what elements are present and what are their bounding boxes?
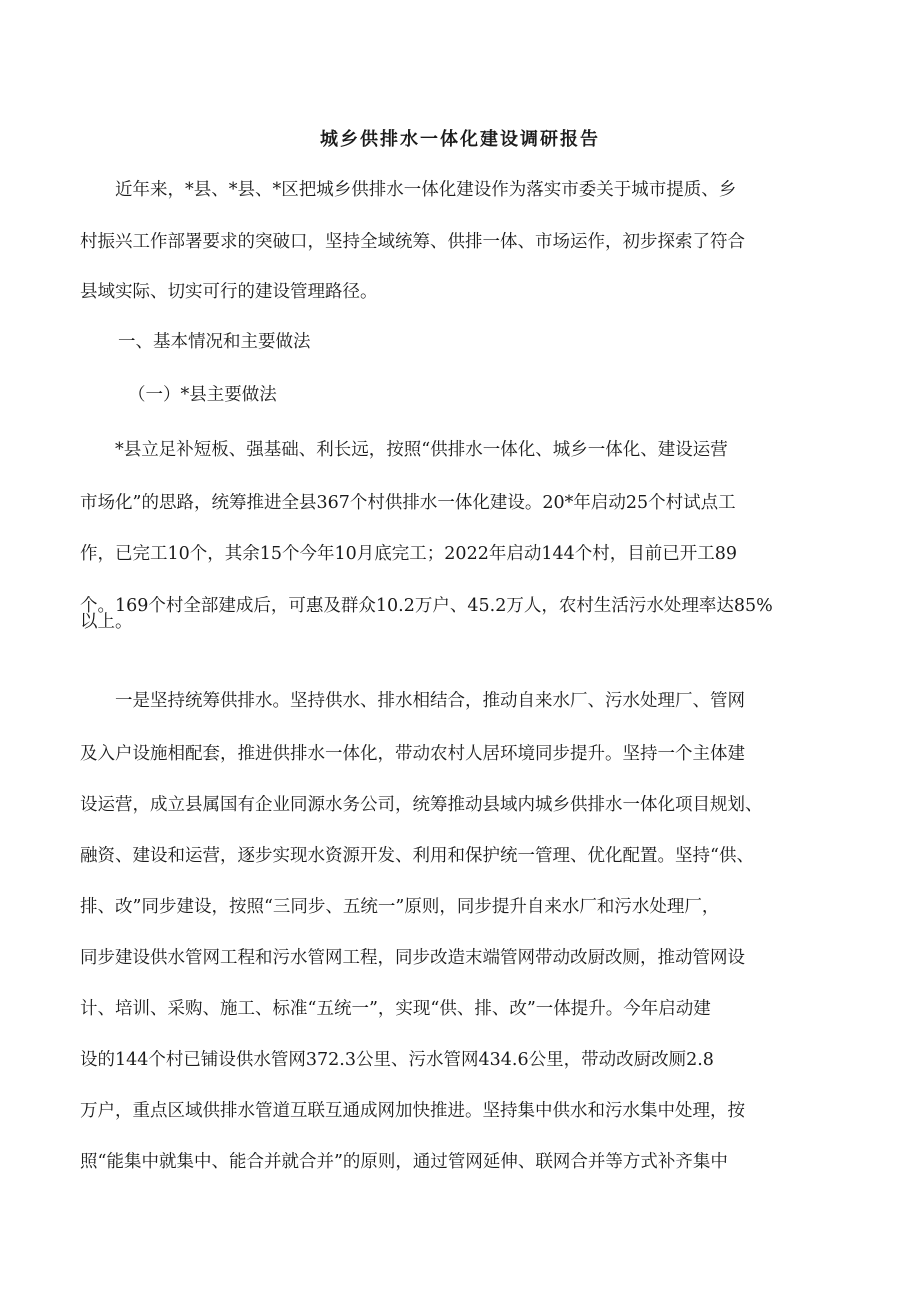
section-heading: 一、基本情况和主要做法 (118, 332, 311, 352)
paragraph-line: 同步建设供水管网工程和污水管网工程，同步改造末端管网带动改厨改厕，推动管网设 (80, 948, 745, 968)
paragraph-line: 以上。 (80, 612, 133, 632)
paragraph-line: 融资、建设和运营，逐步实现水资源开发、利用和保护统一管理、优化配置。坚持“供、 (80, 846, 754, 866)
paragraph-line: 设运营，成立县属国有企业同源水务公司，统筹推动县域内城乡供排水一体化项目规划、 (80, 795, 763, 815)
paragraph-line: 计、培训、采购、施工、标准“五统一”，实现“供、排、改”一体提升。今年启动建 (80, 999, 711, 1019)
intro-line: 近年来，*县、*县、*区把城乡供排水一体化建设作为落实市委关于城市提质、乡 (80, 180, 737, 200)
document-title: 城乡供排水一体化建设调研报告 (320, 129, 600, 150)
subsection-heading: （一）*县主要做法 (128, 385, 277, 405)
paragraph-line: 个。169个村全部建成后，可惠及群众10.2万户、45.2万人，农村生活污水处理率达85% (80, 596, 773, 616)
paragraph-line: 设的144个村已铺设供水管网372.3公里、污水管网434.6公里，带动改厨改厕2.8 (80, 1050, 714, 1070)
intro-line: 县域实际、切实可行的建设管理路径。 (80, 282, 378, 302)
paragraph-line: 排、改”同步建设，按照“三同步、五统一”原则，同步提升自来水厂和污水处理厂， (80, 897, 720, 917)
paragraph-line: 照“能集中就集中、能合并就合并”的原则，通过管网延伸、联网合并等方式补齐集中 (80, 1152, 728, 1172)
intro-line: 村振兴工作部署要求的突破口，坚持全域统筹、供排一体、市场运作，初步探索了符合 (80, 232, 745, 252)
paragraph-line: 市场化”的思路，统筹推进全县367个村供排水一体化建设。20*年启动25个村试点工 (80, 493, 736, 513)
paragraph-line: 万户，重点区域供排水管道互联互通成网加快推进。坚持集中供水和污水集中处理，按 (80, 1101, 745, 1121)
paragraph-line: 一是坚持统筹供排水。坚持供水、排水相结合，推动自来水厂、污水处理厂、管网 (80, 691, 745, 711)
paragraph-line: *县立足补短板、强基础、利长远，按照“供排水一体化、城乡一体化、建设运营 (80, 440, 728, 460)
paragraph-line: 作，已完工10个，其余15个今年10月底完工；2022年启动144个村，目前已开工89 (80, 544, 738, 564)
paragraph-line: 及入户设施相配套，推进供排水一体化，带动农村人居环境同步提升。坚持一个主体建 (80, 744, 745, 764)
